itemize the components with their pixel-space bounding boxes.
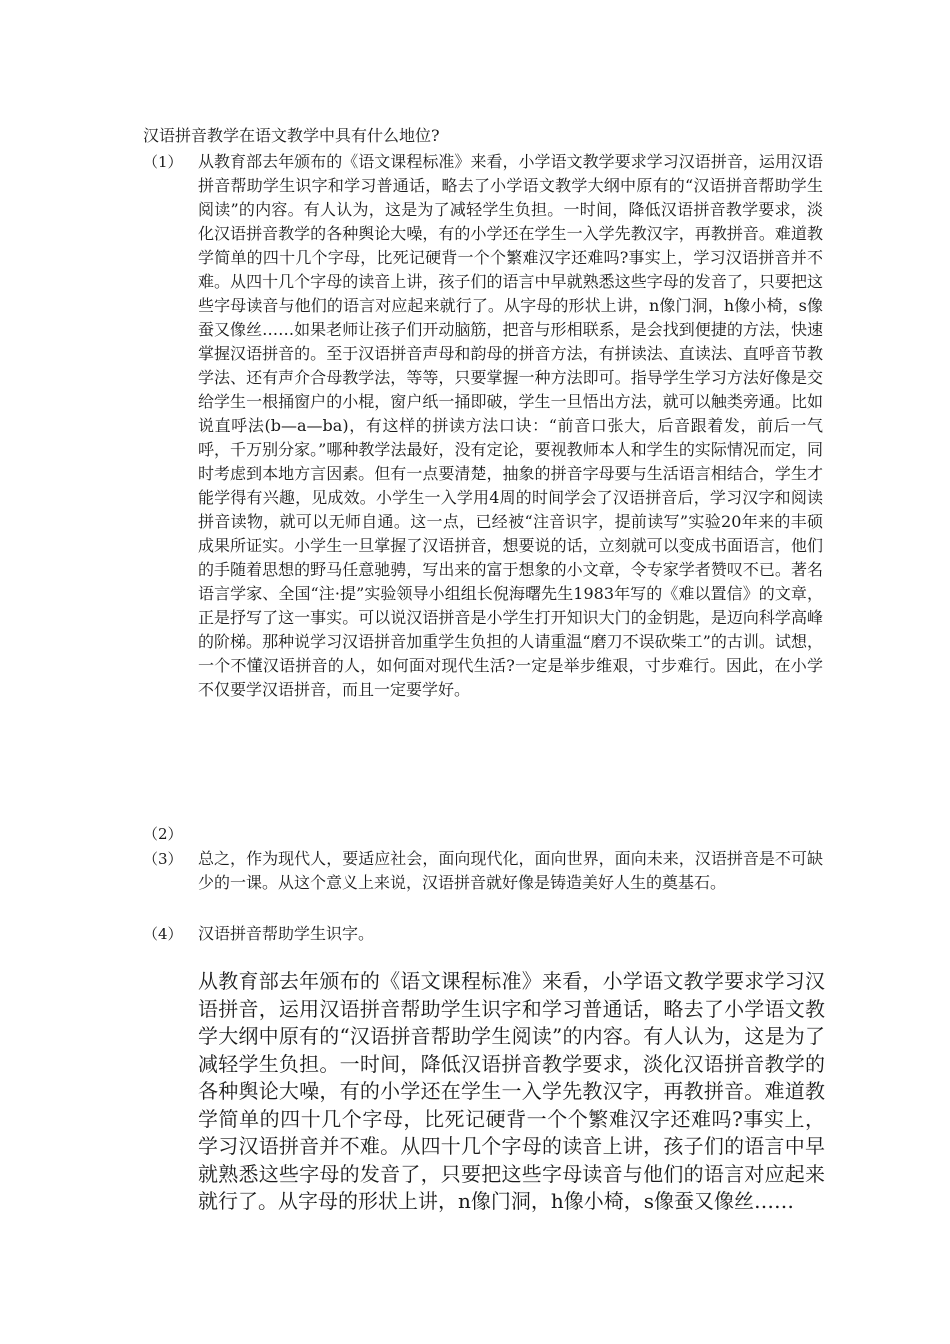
document-title: 汉语拼音教学在语文教学中具有什么地位? xyxy=(143,126,440,145)
list-item-text: 汉语拼音帮助学生识字。 xyxy=(198,924,375,943)
list-item-number: （3） xyxy=(143,850,183,868)
list-item-number: （1） xyxy=(143,153,183,171)
list-item-text: 从教育部去年颁布的《语文课程标准》来看，小学语文教学要求学习汉语拼音，运用汉语拼音帮助学生识字和学习普通话，略去了小学语文教学大纲中原有的“汉语拼音帮助学生阅读”的内容。有人认为，这是为了减轻学生负担。一时间，降低汉语拼音教学要求，淡化汉语拼音教学的各种舆论大噪，有的小学还在学生一入学先教汉字，再教拼音。难道教学简单的四十几个字母，比死记硬背一个个繁难汉字还难吗?事实上，学习汉语拼音并不难。从四十几个字母的读音上讲，孩子们的语言中早就熟悉这些字母的发音了，只要把这些字母读音与他们的语言对应起来就行了。从字母的形状上讲，n像门洞，h像小椅，s像蚕又像丝……如果老师让孩子们开动脑筋，把音与形相联系，是会找到便捷的方法，快速掌握汉语拼音的。至于汉语拼音声母和韵母的拼音方法，有拼读法、直读法、直呼音节教学法、还有声介合母教学法，等等，只要掌握一种方法即可。指导学生学习方法好像是交给学生一根捅窗户的小棍，窗户纸一捅即破，学生一旦悟出方法，就可以触类旁通。比如说直呼法(b—a—ba)，有这样的拼读方法口诀：“前音口张大，后音跟着发，前后一气呼，千万别分家。”哪种教学法最好，没有定论，要视教师本人和学生的实际情况而定，同时考虑到本地方言因素。但有一点要清楚，抽象的拼音字母要与生活语言相结合，学生才能学得有兴趣，见成效。小学生一入学用4周的时间学会了汉语拼音后，学习汉字和阅读拼音读物，就可以无师自通。这一点，已经被“注音识字，提前读写”实验20年来的丰硕成果所证实。小学生一旦掌握了汉语拼音，想要说的话，立刻就可以变成书面语言，他们的手随着思想的野马任意驰骋，写出来的富于想象的小文章，令专家学者赞叹不已。著名语言学家、全国“注·提”实验领导小组组长倪海曙先生1983年写的《难以置信》的文章，正是抒写了这一事实。可以说汉语拼音是小学生打开知识大门的金钥匙，是迈向科学高峰的阶梯。那种说学习汉语拼音加重学生负担的人请重温“磨刀不误砍柴工”的古训。试想，一个不懂汉语拼音的人，如何面对现代生活?一定是举步维艰，寸步难行。因此，在小学不仅要学汉语拼音，而且一定要学好。 xyxy=(198,152,823,699)
list-item-number: （2） xyxy=(143,825,183,843)
large-paragraph: 从教育部去年颁布的《语文课程标准》来看，小学语文教学要求学习汉语拼音，运用汉语拼音帮助学生识字和学习普通话，略去了小学语文教学大纲中原有的“汉语拼音帮助学生阅读”的内容。有人认为，这是为了减轻学生负担。一时间，降低汉语拼音教学要求，淡化汉语拼音教学的各种舆论大噪，有的小学还在学生一入学先教汉字，再教拼音。难道教学简单的四十几个字母，比死记硬背一个个繁难汉字还难吗?事实上，学习汉语拼音并不难。从四十几个字母的读音上讲，孩子们的语言中早就熟悉这些字母的发音了，只要把这些字母读音与他们的语言对应起来就行了。从字母的形状上讲，n像门洞，h像小椅，s像蚕又像丝…… xyxy=(198,969,825,1213)
list-item-number: （4） xyxy=(143,925,183,943)
list-item-text: 总之，作为现代人，要适应社会，面向现代化，面向世界，面向未来，汉语拼音是不可缺少的一课。从这个意义上来说，汉语拼音就好像是铸造美好人生的奠基石。 xyxy=(198,849,823,892)
